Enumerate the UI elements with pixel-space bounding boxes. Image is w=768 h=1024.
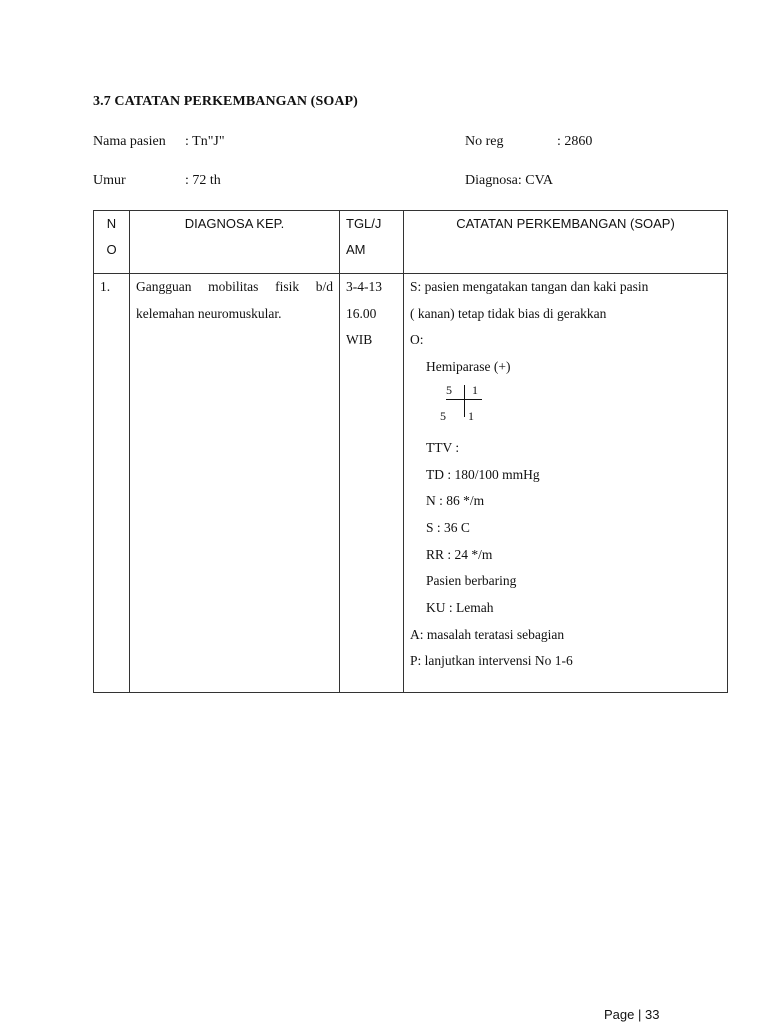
table-header-row [94, 211, 728, 274]
tgl-date: 3-4-13 [346, 279, 382, 294]
plan-text: P: lanjutkan intervensi No 1-6 [410, 653, 573, 669]
patient-name-value: : Tn"J" [185, 134, 225, 149]
assessment-text: A: masalah teratasi sebagian [410, 626, 565, 642]
header-tgl-line1: TGL/J [346, 216, 382, 231]
pulse-value: N : 86 */m [426, 493, 485, 509]
general-condition: KU : Lemah [426, 600, 494, 616]
position-text: Pasien berbaring [426, 573, 517, 589]
page-number: Page | 33 [604, 1007, 660, 1022]
td-value: TD : 180/100 mmHg [426, 466, 540, 482]
patient-name-row [93, 134, 225, 150]
header-tgl-line2: AM [346, 242, 366, 257]
objective-label: O: [410, 332, 424, 348]
table-row [94, 274, 728, 693]
muscle-upper-left: 5 [446, 382, 452, 397]
muscle-cross-vertical [464, 385, 465, 417]
age-row [93, 173, 221, 189]
reg-row [465, 134, 592, 150]
reg-value: : 2860 [557, 134, 593, 149]
reg-label: No reg [465, 134, 504, 149]
diagnosis-label: Diagnosa: CVA [465, 173, 554, 188]
respiration-value: RR : 24 */m [426, 546, 493, 562]
tgl-zone: WIB [346, 332, 373, 348]
patient-name-label: Nama pasien [93, 134, 166, 149]
diagnosis-row [465, 173, 553, 189]
muscle-lower-left: 5 [440, 408, 446, 423]
muscle-strength-diagram [410, 381, 721, 435]
header-no-line2: O [106, 242, 117, 257]
subjective-line2: ( kanan) tetap tidak bias di gerakkan [410, 305, 607, 321]
section-title: 3.7 CATATAN PERKEMBANGAN (SOAP) [93, 94, 358, 109]
header-no-line1: N [106, 216, 117, 231]
temperature-value: S : 36 C [426, 519, 470, 535]
cell-diagnosa: Gangguan mobilitas fisik b/d kelemahan neuromuskular. [130, 274, 340, 693]
muscle-cross-horizontal [446, 399, 482, 400]
cell-no: 1. [94, 274, 130, 693]
soap-table [93, 210, 728, 693]
header-no [94, 211, 130, 274]
subjective-line1: S: pasien mengatakan tangan dan kaki pasin [410, 279, 649, 294]
cell-catatan [404, 274, 728, 693]
header-catatan: CATATAN PERKEMBANGAN (SOAP) [404, 211, 728, 274]
header-diagnosa: DIAGNOSA KEP. [130, 211, 340, 274]
age-value: : 72 th [185, 173, 221, 188]
tgl-time: 16.00 [346, 305, 377, 321]
ttv-label: TTV : [426, 439, 460, 455]
hemiparase-text: Hemiparase (+) [426, 359, 511, 375]
cell-tgl [340, 274, 404, 693]
age-label: Umur [93, 173, 126, 188]
header-tgl [340, 211, 404, 274]
muscle-upper-right: 1 [472, 382, 478, 397]
muscle-lower-right: 1 [468, 408, 474, 423]
